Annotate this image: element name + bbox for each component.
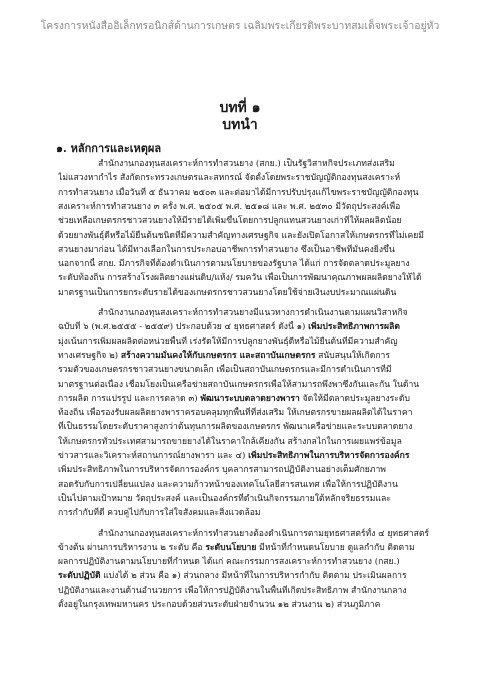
body-line bbox=[58, 570, 432, 582]
body-line: รวมตัวของเกษตรกรชาวสวนยางขนาดเล็ก เพื่อเป็นสถาบันเกษตรกรและมีการดำเนินการที่มี bbox=[58, 365, 392, 376]
body-line: ปฏิบัติงานและงานด้านอำนวยการ เพื่อให้การปฏิบัติงานในพื้นที่เกิดประสิทธิภาพ สำนักงานกลาง bbox=[58, 585, 407, 596]
body-line: สวนยางมาก่อน ได้มีทางเลือกในการประกอบอาชีพการทำสวนยาง ซึ่งเป็นอาชีพที่มั่นคงยิ่งขึ้น bbox=[58, 244, 395, 255]
body-line: ที่เป็นธรรมโดยระดับราคาสูงกว่าต้นทุนการผลิตของเกษตรกร พัฒนาเครือข่ายและระบบตลาดยาง bbox=[58, 422, 413, 433]
bold-phrase: เพิ่มประสิทธิภาพในการบริหารจัดการองค์กร bbox=[248, 451, 410, 461]
body-line: มาตรฐานเป็นการยกระดับรายได้ของเกษตรกรชาวสวนยางโดยใช้จ่ายเงินงบประมาณแผ่นดิน bbox=[58, 287, 397, 298]
body-line: สงเคราะห์การทำสวนยาง ๓ ครั้ง พ.ศ. ๒๕๐๕ พ.ศ. ๒๕๑๘ และ พ.ศ. ๒๕๓๐ มีวัตถุประสงค์เพื่อ bbox=[58, 201, 401, 212]
body-line: การทำสวนยาง เมื่อวันที่ ๕ ธันวาคม ๒๕๐๓ และต่อมาได้มีการปรับปรุงแก้ไขพระราชบัญญัติกองทุน bbox=[58, 187, 419, 198]
body-line bbox=[58, 450, 432, 462]
text-run: แบ่งได้ ๒ ส่วน คือ ๑) ส่วนกลาง มีหน้าที่ในการบริหารกำกับ ติดตาม ประเมินผลการ bbox=[100, 571, 407, 582]
text-run: สนับสนุนให้เกิดการ bbox=[315, 350, 390, 361]
body-line: นอกจากนี้ สกย. มีภารกิจที่ต้องดำเนินการตามนโยบายของรัฐบาล ได้แก่ การจัดตลาดประมูลยาง bbox=[58, 259, 410, 270]
body-line: ตั้งอยู่ในกรุงเทพมหานคร ประกอบด้วยส่วนระดับฝ่ายจำนวน ๑๒ ส่วนงาน ๒) ส่วนภูมิภาค bbox=[58, 600, 381, 610]
body-line: มาตรฐานต่อเนื่อง เชื่อมโยงเป็นเครือข่ายสถาบันเกษตรกรเพื่อให้สามารถพึ่งพาซึ่งกันและกัน ในด้าน bbox=[58, 379, 420, 390]
text-run: มีหน้าที่กำหนดนโยบาย ดูแลกำกับ ติดตาม bbox=[256, 542, 415, 553]
text-run: ข่าวสารและวิเคราะห์สถานการณ์ยางพารา และ ๔) bbox=[58, 451, 249, 461]
text-run: ทางเศรษฐกิจ ๒) bbox=[58, 350, 121, 361]
body-line: เป็นไปตามเป้าหมาย วัตถุประสงค์ และเป็นองค์กรที่ดำเนินกิจกรรมภายใต้หลักจริยธรรมและ bbox=[58, 493, 391, 504]
body-line: สำนักงานกองทุนสงเคราะห์การทำสวนยางมีแนวทางการดำเนินงานตามแผนวิสาหกิจ bbox=[98, 308, 408, 318]
chapter-number: บทที่ ๑ bbox=[219, 100, 261, 116]
body-line: การกำกับที่ดี ควบคู่ไปกับการใส่ใจสังคมและสิ่งแวดล้อม bbox=[58, 508, 261, 519]
body-line: ให้เกษตรกรทั่วประเทศสามารถขายยางได้ในราคาใกล้เคียงกัน สร้างกลไกในการเผยแพร่ข้อมูล bbox=[58, 436, 402, 447]
body-line bbox=[58, 542, 432, 554]
body-line bbox=[58, 321, 432, 333]
bold-phrase: สร้างความมั่นคงให้กับเกษตรกร และสถาบันเกษตรกร bbox=[120, 350, 316, 361]
body-line: สอดรับกับการเปลี่ยนแปลง และความก้าวหน้าของเทคโนโลยีสารสนเทศ เพื่อให้การปฏิบัติงาน bbox=[58, 479, 398, 490]
body-line: สำนักงานกองทุนสงเคราะห์การทำสวนยางต้องดำเนินการตามยุทธศาสตร์ทั้ง ๔ ยุทธศาสตร์ bbox=[98, 528, 430, 539]
bold-phrase: เพิ่มประสิทธิภาพการผลิต bbox=[308, 322, 400, 333]
body-line: มุ่งเน้นการเพิ่มผลผลิตต่อหน่วยพื้นที่ เร่งรัดให้มีการปลูกยางพันธุ์ดีหรือไม้ยืนต้นที่มีความสำคัญ bbox=[58, 336, 398, 347]
text-run: ฉบับที่ ๖ (พ.ศ.๒๕๕๕ - ๒๕๕๙) ประกอบด้วย ๔ ยุทธศาสตร์ ดังนี้ ๑) bbox=[58, 322, 309, 333]
body-line: เพิ่มประสิทธิภาพในการบริหารจัดการองค์กร บุคลากรสามารถปฏิบัติงานอย่างเต็มศักยภาพ bbox=[58, 465, 386, 476]
body-line: สำนักงานกองทุนสงเคราะห์การทำสวนยาง (สกย.) เป็นรัฐวิสาหกิจประเภทส่งเสริม bbox=[98, 159, 395, 169]
section-heading: ๑. หลักการและเหตุผล bbox=[56, 142, 162, 155]
bold-phrase: ระดับปฏิบัติ bbox=[58, 571, 101, 582]
body-line: ท้องถิ่น เพื่อรองรับผลผลิตยางพาราครอบคลุมทุกพื้นที่ที่ส่งเสริม ให้เกษตรกรขายผลผลิตได้ในราคา bbox=[58, 408, 413, 419]
text-run: ข้างต้น ผ่านการบริหารงาน ๒ ระดับ คือ bbox=[58, 542, 206, 553]
running-header: โครงการหนังสืออิเล็กทรอนิกส์ด้านการเกษตร เฉลิมพระเกียรติพระบาทสมเด็จพระเจ้าอยู่หัว bbox=[40, 20, 440, 32]
body-line bbox=[58, 350, 432, 362]
bold-phrase: ระดับนโยบาย bbox=[205, 542, 257, 553]
body-line: ผลการปฏิบัติงานตามนโยบายที่กำหนด ได้แก่ คณะกรรมการสงเคราะห์การทำสวนยาง (กสย.) bbox=[58, 557, 400, 568]
text-run: จัดให้มีตลาดประมูลยางระดับ bbox=[299, 393, 410, 404]
body-line: ระดับท้องถิ่น การสร้างโรงผลิตยางแผ่นดิบ/แห้ง/ รมควัน เพื่อเป็นการพัฒนาคุณภาพผลผลิตยางให้ได้ bbox=[58, 273, 422, 284]
bold-phrase: พัฒนาระบบตลาดยางพารา bbox=[200, 393, 300, 404]
body-line: ช่วยเหลือเกษตรกรชาวสวนยางให้มีรายได้เพิ่มขึ้นโดยการปลูกแทนสวนยางเก่าที่ให้ผลผลิตน้อย bbox=[58, 216, 402, 227]
body-line bbox=[58, 393, 432, 405]
text-run: การผลิต การแปรรูป และการตลาด ๓) bbox=[58, 393, 201, 404]
body-line: ด้วยยางพันธุ์ดีหรือไม้ยืนต้นชนิดที่มีความสำคัญทางเศรษฐกิจ และยังเปิดโอกาสให้เกษตรกรที่ไม่เคยมี bbox=[58, 230, 424, 241]
body-line: ไม่แสวงหากำไร สังกัดกระทรวงเกษตรและสหกรณ์ จัดตั้งโดยพระราชบัญญัติกองทุนสงเคราะห์ bbox=[58, 173, 401, 184]
chapter-title: บทนำ bbox=[222, 117, 258, 133]
